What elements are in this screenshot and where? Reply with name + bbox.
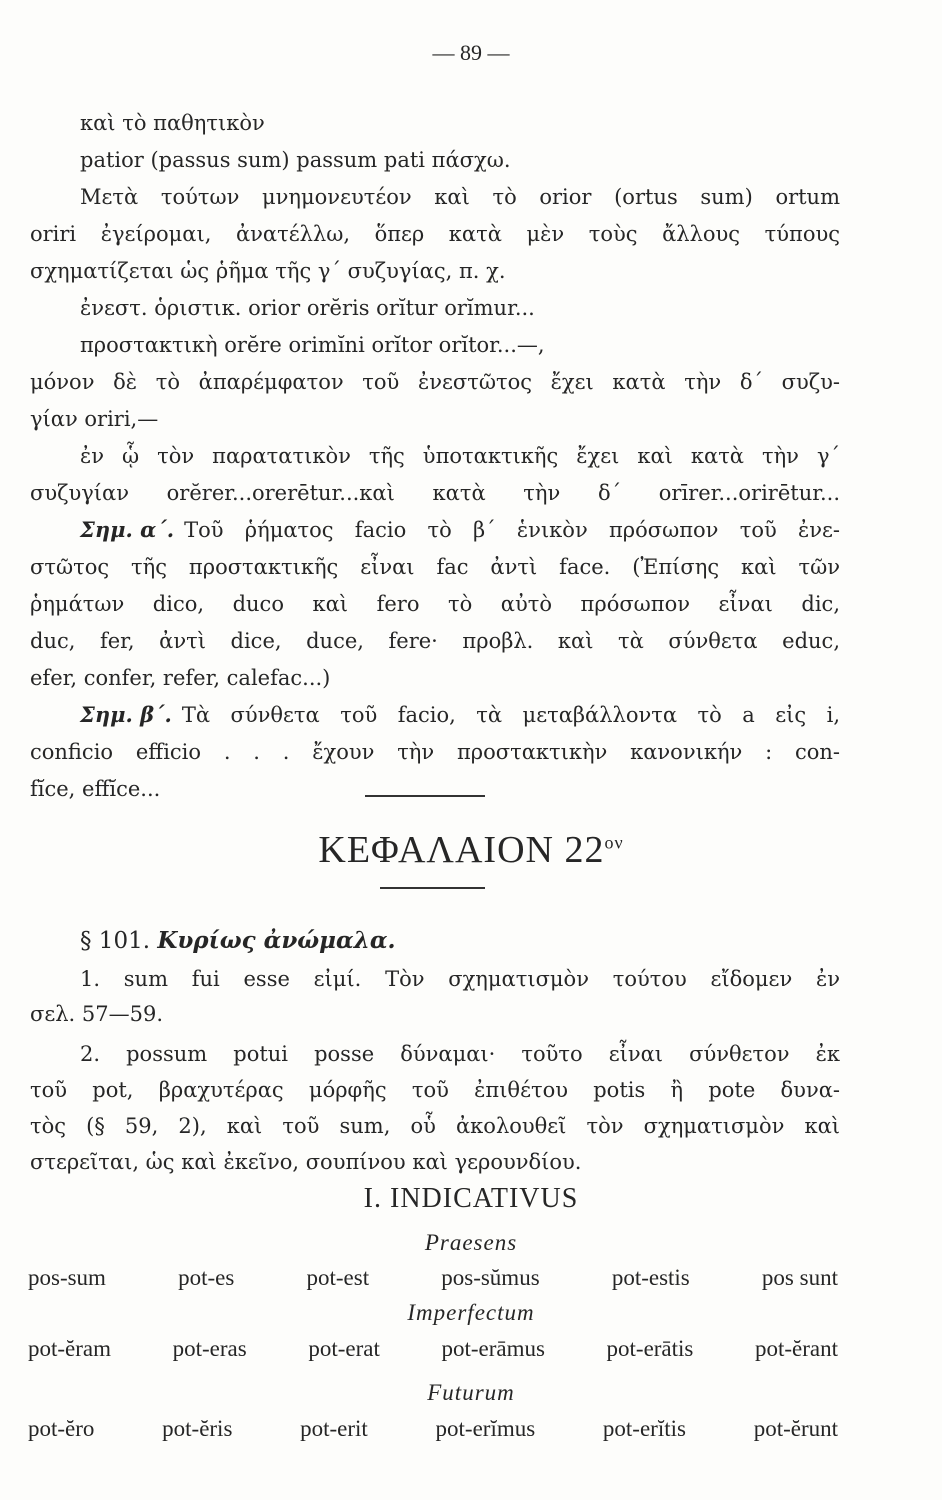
form: pot-ĕris (162, 1416, 233, 1441)
text-line: ῥημάτων dico, duco καὶ fero τὸ αὐτὸ πρόσωπον εἶναι dic, (30, 592, 840, 616)
text-line: μόνον δὲ τὸ ἀπαρέμφατον τοῦ ἐνεστῶτος ἔχει κατὰ τὴν δ΄ συζυ- (30, 370, 840, 394)
note-2-first-line (80, 702, 840, 728)
form: pot-estis (611, 1265, 690, 1290)
text-line: καὶ τὸ παθητικὸν (80, 111, 265, 135)
section-title: Κυρίως ἀνώμαλα. (157, 927, 396, 954)
form: pot-erit (300, 1416, 368, 1441)
note-2-text: Τὰ σύνθετα τοῦ facio, τὰ μεταβάλλοντα τὸ a εἰς i, (181, 703, 840, 727)
text-line: ἐνεστ. ὁριστικ. orior orĕris orĭtur orĭmur... (80, 296, 535, 320)
text-line: 1. sum fui esse εἰμί. Τὸν σχηματισμὸν τούτου εἴδομεν ἐν (80, 967, 840, 991)
text-line: προστακτικὴ orĕre orimĭni orĭtor orĭtor...—, (80, 333, 545, 357)
text-line: συζυγίαν orĕrer...orerētur...καὶ κατὰ τὴν δ΄ orīrer...orirētur... (30, 481, 840, 505)
tense-heading-imperfectum: Imperfectum (407, 1300, 535, 1325)
chapter-title (0, 828, 942, 872)
form: pot-erĭtis (602, 1416, 686, 1441)
section-number: § 101. (80, 928, 151, 954)
form: pos-sum (28, 1265, 106, 1290)
text-line: efer, confer, refer, calefac...) (30, 666, 331, 690)
page-number: — 89 — (432, 40, 510, 65)
text-line: τοῦ pot, βραχυτέρας μόρφῆς τοῦ ἐπιθέτου potis ἢ pote δυνα- (30, 1078, 840, 1102)
mood-heading: I. INDICATIVUS (363, 1183, 579, 1214)
form: pos sunt (761, 1265, 838, 1290)
text-line: τὸς (§ 59, 2), καὶ τοῦ sum, οὗ ἀκολουθεῖ τὸν σχηματισμὸν καὶ (30, 1114, 840, 1138)
form: pot-es (178, 1265, 235, 1290)
note-1-text: Τοῦ ῥήματος facio τὸ β΄ ἑνικὸν πρόσωπον τοῦ ἐνε- (184, 518, 840, 542)
text-line: oriri ἐγείρομαι, ἀνατέλλω, ὅπερ κατὰ μὲν τοὺς ἄλλους τύπους (30, 222, 840, 246)
tense-heading-praesens: Praesens (424, 1230, 518, 1255)
text-line: fĭce, effĭce... (30, 777, 161, 801)
conjugation-row (28, 1265, 838, 1291)
text-line: στερεῖται, ὡς καὶ ἐκεῖνο, σουπίνου καὶ γερουνδίου. (30, 1150, 582, 1174)
chapter-title-text: ΚΕΦΑΛΑΙΟΝ 22 (318, 829, 605, 871)
text-line: στῶτος τῆς προστακτικῆς εἶναι fac ἀντὶ face. (Ἐπίσης καὶ τῶν (30, 555, 840, 579)
text-line: Μετὰ τούτων μνημονευτέον καὶ τὸ orior (ortus sum) ortum (80, 185, 840, 209)
text-line: γίαν oriri,— (30, 407, 159, 431)
form: pot-ĕrant (754, 1336, 838, 1361)
form: pot-erĭmus (435, 1416, 536, 1441)
form: pot-ĕro (28, 1416, 95, 1441)
text-line: ἐν ᾧ τὸν παρατατικὸν τῆς ὑποτακτικῆς ἔχει καὶ κατὰ τὴν γ΄ (80, 444, 840, 468)
note-1-label: Σημ. α΄. (80, 517, 175, 542)
form: pot-eras (172, 1336, 247, 1361)
note-1-first-line (80, 517, 840, 543)
conjugation-row (28, 1416, 838, 1442)
conjugation-row (28, 1336, 838, 1362)
form: pot-ĕram (28, 1336, 112, 1361)
text-line: duc, fer, ἀντὶ dice, duce, fere· προβλ. καὶ τὰ σύνθετα educ, (30, 629, 840, 653)
note-2-label: Σημ. β΄. (80, 702, 172, 727)
form: pot-erātis (606, 1336, 694, 1361)
form: pot-est (306, 1265, 370, 1290)
tense-heading-futurum: Futurum (427, 1380, 515, 1405)
text-line: conficio efficio . . . ἔχουν τὴν προστακτικὴν κανονικήν : con- (30, 740, 840, 764)
section-heading (80, 928, 840, 954)
form: pot-ĕrunt (753, 1416, 838, 1441)
form: pot-erāmus (441, 1336, 545, 1361)
text-line: σχηματίζεται ὡς ῥῆμα τῆς γ΄ συζυγίας, π. χ. (30, 259, 506, 283)
text-line: σελ. 57—59. (30, 1002, 163, 1026)
form: pos-sŭmus (441, 1265, 540, 1290)
divider (380, 887, 485, 889)
chapter-title-sup: ον (604, 832, 624, 853)
text-line: patior (passus sum) passum pati πάσχω. (80, 148, 511, 172)
form: pot-erat (308, 1336, 380, 1361)
text-line: 2. possum potui posse δύναμαι· τοῦτο εἶναι σύνθετον ἐκ (80, 1042, 840, 1066)
divider (365, 795, 485, 797)
